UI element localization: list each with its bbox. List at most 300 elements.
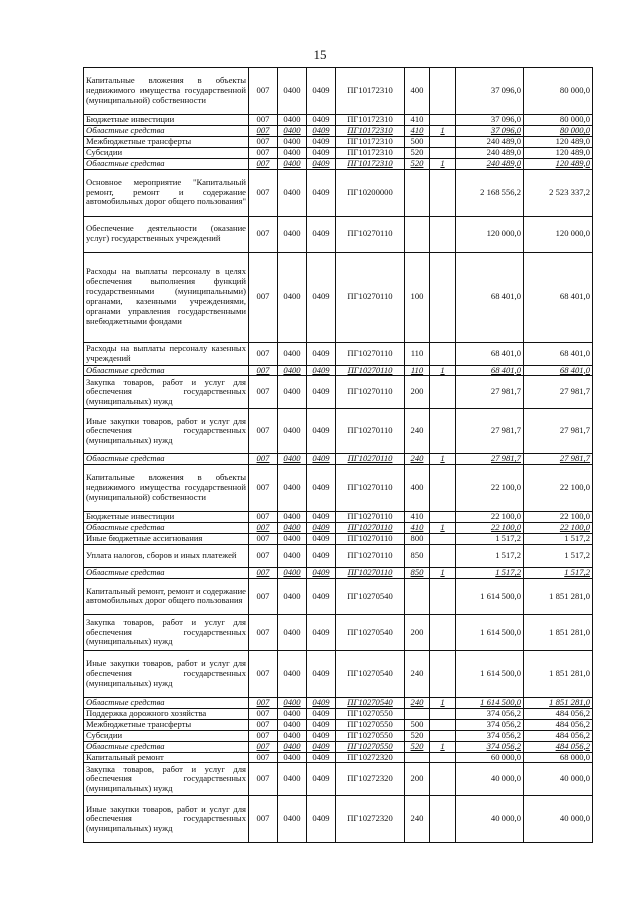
ministry-code-cell: 007 xyxy=(249,125,278,136)
amount-year1-cell: 68 401,0 xyxy=(456,342,524,365)
subsection-code-cell: 0409 xyxy=(307,125,336,136)
ministry-code-cell: 007 xyxy=(249,523,278,534)
table-row xyxy=(84,697,593,708)
row-name-cell: Капитальный ремонт xyxy=(84,752,249,763)
row-name-cell: Капитальные вложения в объекты недвижимого имущества государственной (муниципальной) собственности xyxy=(84,465,249,512)
row-name-cell: Областные средства xyxy=(84,523,249,534)
subsection-code-cell: 0409 xyxy=(307,534,336,545)
funding-source-cell xyxy=(430,147,456,158)
ministry-code-cell: 007 xyxy=(249,719,278,730)
target-article-cell: ПГ10270110 xyxy=(336,376,405,409)
funding-source-cell xyxy=(430,136,456,147)
section-code-cell: 0400 xyxy=(278,545,307,568)
amount-year2-cell: 1 517,2 xyxy=(524,568,593,579)
table-row xyxy=(84,465,593,512)
amount-year2-cell: 484 056,2 xyxy=(524,741,593,752)
target-article-cell: ПГ10270110 xyxy=(336,545,405,568)
subsection-code-cell: 0409 xyxy=(307,158,336,169)
amount-year1-cell: 1 614 500,0 xyxy=(456,578,524,614)
amount-year2-cell: 80 000,0 xyxy=(524,115,593,126)
ministry-code-cell: 007 xyxy=(249,342,278,365)
ministry-code-cell: 007 xyxy=(249,376,278,409)
row-name-cell: Областные средства xyxy=(84,697,249,708)
amount-year2-cell: 1 851 281,0 xyxy=(524,650,593,697)
ministry-code-cell: 007 xyxy=(249,216,278,252)
ministry-code-cell: 007 xyxy=(249,741,278,752)
amount-year1-cell: 60 000,0 xyxy=(456,752,524,763)
section-code-cell: 0400 xyxy=(278,342,307,365)
table-row xyxy=(84,614,593,650)
section-code-cell: 0400 xyxy=(278,730,307,741)
subsection-code-cell: 0409 xyxy=(307,708,336,719)
subsection-code-cell: 0409 xyxy=(307,252,336,342)
expense-type-cell: 520 xyxy=(405,147,430,158)
target-article-cell: ПГ10270550 xyxy=(336,741,405,752)
funding-source-cell xyxy=(430,719,456,730)
expense-type-cell: 500 xyxy=(405,136,430,147)
row-name-cell: Областные средства xyxy=(84,125,249,136)
amount-year1-cell: 374 056,2 xyxy=(456,730,524,741)
section-code-cell: 0400 xyxy=(278,650,307,697)
ministry-code-cell: 007 xyxy=(249,158,278,169)
expense-type-cell: 200 xyxy=(405,376,430,409)
funding-source-cell xyxy=(430,252,456,342)
expense-type-cell: 240 xyxy=(405,409,430,454)
section-code-cell: 0400 xyxy=(278,125,307,136)
expense-type-cell: 200 xyxy=(405,763,430,796)
expense-type-cell: 240 xyxy=(405,697,430,708)
expense-type-cell: 850 xyxy=(405,545,430,568)
target-article-cell: ПГ10272320 xyxy=(336,763,405,796)
target-article-cell: ПГ10272320 xyxy=(336,796,405,843)
amount-year2-cell: 484 056,2 xyxy=(524,719,593,730)
ministry-code-cell: 007 xyxy=(249,752,278,763)
section-code-cell: 0400 xyxy=(278,578,307,614)
expense-type-cell: 400 xyxy=(405,465,430,512)
expense-type-cell: 410 xyxy=(405,512,430,523)
funding-source-cell xyxy=(430,650,456,697)
funding-source-cell xyxy=(430,115,456,126)
row-name-cell: Расходы на выплаты персоналу казенных учреждений xyxy=(84,342,249,365)
table-row xyxy=(84,523,593,534)
target-article-cell: ПГ10172310 xyxy=(336,68,405,115)
amount-year1-cell: 1 517,2 xyxy=(456,534,524,545)
amount-year1-cell: 2 168 556,2 xyxy=(456,169,524,216)
ministry-code-cell: 007 xyxy=(249,697,278,708)
amount-year1-cell: 120 000,0 xyxy=(456,216,524,252)
amount-year2-cell: 22 100,0 xyxy=(524,465,593,512)
table-row xyxy=(84,568,593,579)
amount-year1-cell: 27 981,7 xyxy=(456,409,524,454)
amount-year2-cell: 1 851 281,0 xyxy=(524,697,593,708)
row-name-cell: Областные средства xyxy=(84,568,249,579)
amount-year1-cell: 1 614 500,0 xyxy=(456,650,524,697)
subsection-code-cell: 0409 xyxy=(307,216,336,252)
row-name-cell: Субсидии xyxy=(84,147,249,158)
table-row xyxy=(84,545,593,568)
row-name-cell: Капитальный ремонт, ремонт и содержание автомобильных дорог общего пользования xyxy=(84,578,249,614)
section-code-cell: 0400 xyxy=(278,752,307,763)
amount-year1-cell: 1 517,2 xyxy=(456,568,524,579)
funding-source-cell xyxy=(430,216,456,252)
section-code-cell: 0400 xyxy=(278,465,307,512)
table-row xyxy=(84,68,593,115)
amount-year2-cell: 120 489,0 xyxy=(524,147,593,158)
funding-source-cell xyxy=(430,376,456,409)
row-name-cell: Областные средства xyxy=(84,741,249,752)
table-row xyxy=(84,252,593,342)
amount-year2-cell: 68 401,0 xyxy=(524,342,593,365)
funding-source-cell xyxy=(430,512,456,523)
funding-source-cell xyxy=(430,614,456,650)
funding-source-cell: 1 xyxy=(430,365,456,376)
section-code-cell: 0400 xyxy=(278,534,307,545)
section-code-cell: 0400 xyxy=(278,796,307,843)
row-name-cell: Поддержка дорожного хозяйства xyxy=(84,708,249,719)
section-code-cell: 0400 xyxy=(278,568,307,579)
subsection-code-cell: 0409 xyxy=(307,719,336,730)
expense-type-cell: 410 xyxy=(405,523,430,534)
ministry-code-cell: 007 xyxy=(249,796,278,843)
section-code-cell: 0400 xyxy=(278,169,307,216)
amount-year1-cell: 374 056,2 xyxy=(456,719,524,730)
ministry-code-cell: 007 xyxy=(249,136,278,147)
table-row xyxy=(84,708,593,719)
funding-source-cell xyxy=(430,409,456,454)
target-article-cell: ПГ10270550 xyxy=(336,730,405,741)
row-name-cell: Основное мероприятие "Капитальный ремонт, ремонт и содержание автомобильных дорог общего пользования" xyxy=(84,169,249,216)
expense-type-cell: 520 xyxy=(405,741,430,752)
section-code-cell: 0400 xyxy=(278,147,307,158)
expense-type-cell: 200 xyxy=(405,614,430,650)
target-article-cell: ПГ10172310 xyxy=(336,136,405,147)
subsection-code-cell: 0409 xyxy=(307,454,336,465)
funding-source-cell xyxy=(430,342,456,365)
section-code-cell: 0400 xyxy=(278,115,307,126)
ministry-code-cell: 007 xyxy=(249,708,278,719)
funding-source-cell xyxy=(430,545,456,568)
section-code-cell: 0400 xyxy=(278,763,307,796)
table-row xyxy=(84,147,593,158)
section-code-cell: 0400 xyxy=(278,523,307,534)
amount-year2-cell: 68 401,0 xyxy=(524,365,593,376)
row-name-cell: Уплата налогов, сборов и иных платежей xyxy=(84,545,249,568)
subsection-code-cell: 0409 xyxy=(307,169,336,216)
ministry-code-cell: 007 xyxy=(249,512,278,523)
subsection-code-cell: 0409 xyxy=(307,578,336,614)
table-row xyxy=(84,216,593,252)
expense-type-cell: 400 xyxy=(405,68,430,115)
subsection-code-cell: 0409 xyxy=(307,365,336,376)
table-row xyxy=(84,454,593,465)
funding-source-cell: 1 xyxy=(430,158,456,169)
expense-type-cell: 850 xyxy=(405,568,430,579)
funding-source-cell: 1 xyxy=(430,697,456,708)
table-row xyxy=(84,136,593,147)
funding-source-cell: 1 xyxy=(430,568,456,579)
funding-source-cell xyxy=(430,578,456,614)
funding-source-cell xyxy=(430,763,456,796)
section-code-cell: 0400 xyxy=(278,708,307,719)
expense-type-cell: 110 xyxy=(405,342,430,365)
table-row xyxy=(84,650,593,697)
ministry-code-cell: 007 xyxy=(249,454,278,465)
target-article-cell: ПГ10272320 xyxy=(336,752,405,763)
amount-year2-cell: 484 056,2 xyxy=(524,730,593,741)
amount-year2-cell: 80 000,0 xyxy=(524,125,593,136)
target-article-cell: ПГ10270540 xyxy=(336,650,405,697)
table-row xyxy=(84,169,593,216)
target-article-cell: ПГ10270550 xyxy=(336,708,405,719)
expense-type-cell xyxy=(405,752,430,763)
amount-year2-cell: 2 523 337,2 xyxy=(524,169,593,216)
ministry-code-cell: 007 xyxy=(249,169,278,216)
table-row xyxy=(84,125,593,136)
table-row xyxy=(84,115,593,126)
budget-table xyxy=(83,67,593,843)
expense-type-cell: 100 xyxy=(405,252,430,342)
amount-year1-cell: 37 096,0 xyxy=(456,115,524,126)
expense-type-cell: 520 xyxy=(405,730,430,741)
table-row xyxy=(84,719,593,730)
funding-source-cell xyxy=(430,169,456,216)
row-name-cell: Обеспечение деятельности (оказание услуг) государственных учреждений xyxy=(84,216,249,252)
subsection-code-cell: 0409 xyxy=(307,523,336,534)
amount-year1-cell: 40 000,0 xyxy=(456,763,524,796)
target-article-cell: ПГ10172310 xyxy=(336,115,405,126)
section-code-cell: 0400 xyxy=(278,136,307,147)
ministry-code-cell: 007 xyxy=(249,614,278,650)
amount-year1-cell: 37 096,0 xyxy=(456,125,524,136)
page-number: 15 xyxy=(313,47,327,62)
amount-year2-cell: 68 401,0 xyxy=(524,252,593,342)
target-article-cell: ПГ10172310 xyxy=(336,125,405,136)
subsection-code-cell: 0409 xyxy=(307,465,336,512)
ministry-code-cell: 007 xyxy=(249,365,278,376)
amount-year2-cell: 40 000,0 xyxy=(524,796,593,843)
expense-type-cell: 240 xyxy=(405,650,430,697)
table-row xyxy=(84,512,593,523)
subsection-code-cell: 0409 xyxy=(307,115,336,126)
amount-year2-cell: 68 000,0 xyxy=(524,752,593,763)
amount-year2-cell: 80 000,0 xyxy=(524,68,593,115)
subsection-code-cell: 0409 xyxy=(307,147,336,158)
row-name-cell: Областные средства xyxy=(84,365,249,376)
section-code-cell: 0400 xyxy=(278,376,307,409)
subsection-code-cell: 0409 xyxy=(307,650,336,697)
target-article-cell: ПГ10270110 xyxy=(336,365,405,376)
section-code-cell: 0400 xyxy=(278,252,307,342)
amount-year1-cell: 40 000,0 xyxy=(456,796,524,843)
amount-year1-cell: 68 401,0 xyxy=(456,252,524,342)
amount-year1-cell: 27 981,7 xyxy=(456,454,524,465)
funding-source-cell: 1 xyxy=(430,125,456,136)
subsection-code-cell: 0409 xyxy=(307,376,336,409)
target-article-cell: ПГ10270110 xyxy=(336,342,405,365)
table-row xyxy=(84,158,593,169)
row-name-cell: Иные закупки товаров, работ и услуг для обеспечения государственных (муниципальных) нужд xyxy=(84,796,249,843)
amount-year1-cell: 374 056,2 xyxy=(456,741,524,752)
ministry-code-cell: 007 xyxy=(249,545,278,568)
target-article-cell: ПГ10270110 xyxy=(336,454,405,465)
expense-type-cell: 240 xyxy=(405,454,430,465)
subsection-code-cell: 0409 xyxy=(307,697,336,708)
row-name-cell: Иные закупки товаров, работ и услуг для обеспечения государственных (муниципальных) нужд xyxy=(84,409,249,454)
row-name-cell: Капитальные вложения в объекты недвижимого имущества государственной (муниципальной) собственности xyxy=(84,68,249,115)
expense-type-cell: 410 xyxy=(405,115,430,126)
section-code-cell: 0400 xyxy=(278,409,307,454)
amount-year2-cell: 120 489,0 xyxy=(524,136,593,147)
amount-year2-cell: 120 000,0 xyxy=(524,216,593,252)
row-name-cell: Иные бюджетные ассигнования xyxy=(84,534,249,545)
row-name-cell: Областные средства xyxy=(84,454,249,465)
amount-year1-cell: 1 517,2 xyxy=(456,545,524,568)
funding-source-cell: 1 xyxy=(430,454,456,465)
ministry-code-cell: 007 xyxy=(249,650,278,697)
subsection-code-cell: 0409 xyxy=(307,614,336,650)
ministry-code-cell: 007 xyxy=(249,578,278,614)
amount-year2-cell: 22 100,0 xyxy=(524,512,593,523)
table-row xyxy=(84,752,593,763)
row-name-cell: Закупка товаров, работ и услуг для обеспечения государственных (муниципальных) нужд xyxy=(84,376,249,409)
subsection-code-cell: 0409 xyxy=(307,512,336,523)
subsection-code-cell: 0409 xyxy=(307,68,336,115)
funding-source-cell: 1 xyxy=(430,741,456,752)
subsection-code-cell: 0409 xyxy=(307,741,336,752)
section-code-cell: 0400 xyxy=(278,741,307,752)
amount-year1-cell: 22 100,0 xyxy=(456,512,524,523)
amount-year2-cell: 1 851 281,0 xyxy=(524,578,593,614)
expense-type-cell xyxy=(405,578,430,614)
funding-source-cell xyxy=(430,796,456,843)
subsection-code-cell: 0409 xyxy=(307,342,336,365)
table-row xyxy=(84,534,593,545)
row-name-cell: Закупка товаров, работ и услуг для обеспечения государственных (муниципальных) нужд xyxy=(84,614,249,650)
amount-year1-cell: 1 614 500,0 xyxy=(456,697,524,708)
amount-year2-cell: 40 000,0 xyxy=(524,763,593,796)
target-article-cell: ПГ10270110 xyxy=(336,568,405,579)
funding-source-cell xyxy=(430,752,456,763)
subsection-code-cell: 0409 xyxy=(307,409,336,454)
funding-source-cell xyxy=(430,68,456,115)
row-name-cell: Бюджетные инвестиции xyxy=(84,512,249,523)
expense-type-cell xyxy=(405,169,430,216)
expense-type-cell xyxy=(405,216,430,252)
ministry-code-cell: 007 xyxy=(249,252,278,342)
ministry-code-cell: 007 xyxy=(249,147,278,158)
expense-type-cell: 240 xyxy=(405,796,430,843)
row-name-cell: Межбюджетные трансферты xyxy=(84,719,249,730)
section-code-cell: 0400 xyxy=(278,216,307,252)
funding-source-cell xyxy=(430,465,456,512)
target-article-cell: ПГ10172310 xyxy=(336,158,405,169)
funding-source-cell xyxy=(430,534,456,545)
ministry-code-cell: 007 xyxy=(249,68,278,115)
amount-year2-cell: 1 517,2 xyxy=(524,545,593,568)
funding-source-cell xyxy=(430,730,456,741)
amount-year1-cell: 1 614 500,0 xyxy=(456,614,524,650)
table-row xyxy=(84,409,593,454)
table-row xyxy=(84,763,593,796)
expense-type-cell: 520 xyxy=(405,158,430,169)
amount-year1-cell: 37 096,0 xyxy=(456,68,524,115)
section-code-cell: 0400 xyxy=(278,719,307,730)
table-row xyxy=(84,796,593,843)
amount-year1-cell: 68 401,0 xyxy=(456,365,524,376)
target-article-cell: ПГ10270540 xyxy=(336,614,405,650)
target-article-cell: ПГ10200000 xyxy=(336,169,405,216)
section-code-cell: 0400 xyxy=(278,365,307,376)
row-name-cell: Иные закупки товаров, работ и услуг для обеспечения государственных (муниципальных) нужд xyxy=(84,650,249,697)
subsection-code-cell: 0409 xyxy=(307,763,336,796)
table-row xyxy=(84,376,593,409)
row-name-cell: Закупка товаров, работ и услуг для обеспечения государственных (муниципальных) нужд xyxy=(84,763,249,796)
row-name-cell: Межбюджетные трансферты xyxy=(84,136,249,147)
expense-type-cell: 110 xyxy=(405,365,430,376)
section-code-cell: 0400 xyxy=(278,158,307,169)
target-article-cell: ПГ10172310 xyxy=(336,147,405,158)
target-article-cell: ПГ10270110 xyxy=(336,534,405,545)
amount-year2-cell: 120 489,0 xyxy=(524,158,593,169)
target-article-cell: ПГ10270110 xyxy=(336,216,405,252)
section-code-cell: 0400 xyxy=(278,614,307,650)
amount-year1-cell: 374 056,2 xyxy=(456,708,524,719)
amount-year2-cell: 1 517,2 xyxy=(524,534,593,545)
amount-year2-cell: 27 981,7 xyxy=(524,376,593,409)
section-code-cell: 0400 xyxy=(278,512,307,523)
ministry-code-cell: 007 xyxy=(249,763,278,796)
funding-source-cell: 1 xyxy=(430,523,456,534)
table-row xyxy=(84,741,593,752)
table-row xyxy=(84,365,593,376)
target-article-cell: ПГ10270110 xyxy=(336,252,405,342)
amount-year2-cell: 1 851 281,0 xyxy=(524,614,593,650)
ministry-code-cell: 007 xyxy=(249,465,278,512)
amount-year1-cell: 240 489,0 xyxy=(456,147,524,158)
ministry-code-cell: 007 xyxy=(249,730,278,741)
subsection-code-cell: 0409 xyxy=(307,568,336,579)
subsection-code-cell: 0409 xyxy=(307,752,336,763)
amount-year1-cell: 240 489,0 xyxy=(456,158,524,169)
subsection-code-cell: 0409 xyxy=(307,730,336,741)
amount-year1-cell: 22 100,0 xyxy=(456,465,524,512)
row-name-cell: Расходы на выплаты персоналу в целях обеспечения выполнения функций государственными (муниципальными) органами, казенными учреждениями, органами управления государственными внебюджетными фондами xyxy=(84,252,249,342)
target-article-cell: ПГ10270110 xyxy=(336,512,405,523)
target-article-cell: ПГ10270540 xyxy=(336,578,405,614)
amount-year2-cell: 22 100,0 xyxy=(524,523,593,534)
ministry-code-cell: 007 xyxy=(249,568,278,579)
funding-source-cell xyxy=(430,708,456,719)
subsection-code-cell: 0409 xyxy=(307,136,336,147)
row-name-cell: Бюджетные инвестиции xyxy=(84,115,249,126)
target-article-cell: ПГ10270110 xyxy=(336,523,405,534)
section-code-cell: 0400 xyxy=(278,454,307,465)
table-row xyxy=(84,578,593,614)
table-row xyxy=(84,730,593,741)
section-code-cell: 0400 xyxy=(278,697,307,708)
target-article-cell: ПГ10270110 xyxy=(336,409,405,454)
section-code-cell: 0400 xyxy=(278,68,307,115)
amount-year1-cell: 27 981,7 xyxy=(456,376,524,409)
amount-year2-cell: 27 981,7 xyxy=(524,409,593,454)
amount-year1-cell: 22 100,0 xyxy=(456,523,524,534)
ministry-code-cell: 007 xyxy=(249,115,278,126)
subsection-code-cell: 0409 xyxy=(307,796,336,843)
expense-type-cell xyxy=(405,708,430,719)
target-article-cell: ПГ10270540 xyxy=(336,697,405,708)
target-article-cell: ПГ10270550 xyxy=(336,719,405,730)
expense-type-cell: 410 xyxy=(405,125,430,136)
